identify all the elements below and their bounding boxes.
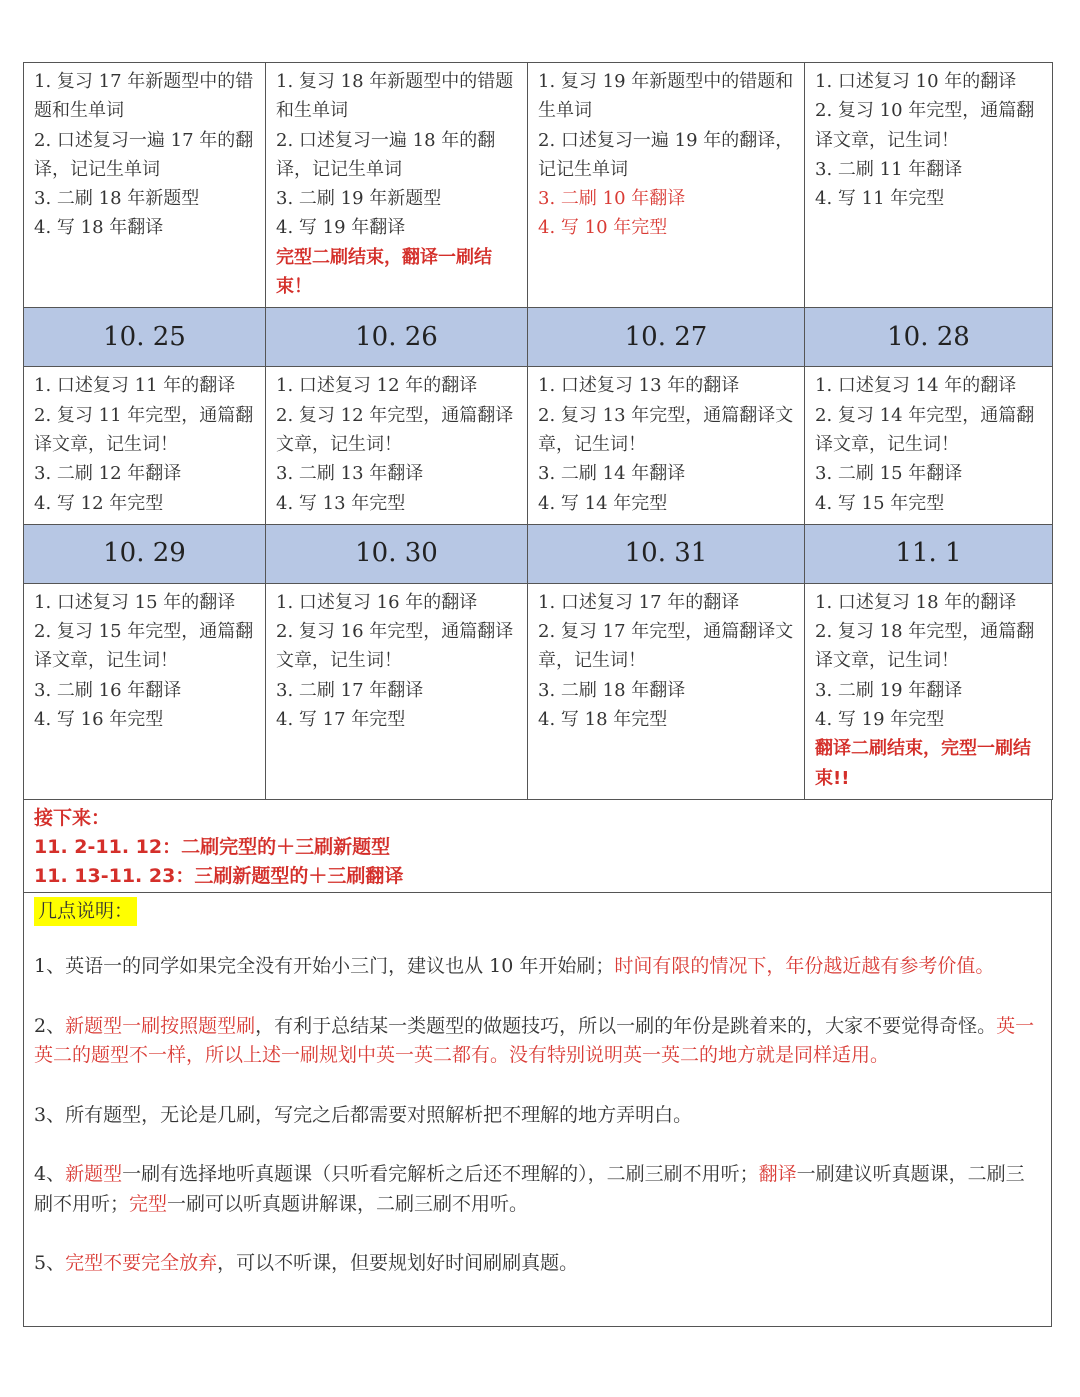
note-highlight: 英一英二的题型不一样，所以上述一刷规划中英一英二都有。没有特别说明英一英二的地方就是同样适用。 xyxy=(34,1014,1035,1067)
task-item: 3. 二刷 19 年翻译 xyxy=(815,679,963,701)
note-text: 一刷建议听真题课，二刷三刷不用听； xyxy=(34,1163,1025,1215)
task-cell xyxy=(528,63,805,308)
notes-list xyxy=(34,952,1041,1279)
note-highlight: 完型不要完全放弃 xyxy=(65,1252,218,1275)
task-item: 1. 口述复习 13 年的翻译 xyxy=(538,375,740,397)
date-header: 10. 25 xyxy=(24,308,266,367)
task-item: 1. 复习 17 年新题型中的错题和生单词 xyxy=(34,71,254,122)
task-item: 3. 二刷 17 年翻译 xyxy=(276,679,424,701)
task-cell xyxy=(24,367,266,524)
task-row xyxy=(24,367,1053,524)
task-cell xyxy=(266,63,528,308)
task-item: 2. 复习 12 年完型，通篇翻译文章，记生词！ xyxy=(276,404,514,455)
task-cell xyxy=(24,63,266,308)
note-text: 一刷可以听真题讲解课，二刷三刷不用听。 xyxy=(167,1192,529,1215)
task-item: 4. 写 18 年翻译 xyxy=(34,217,164,239)
task-item: 4. 写 16 年完型 xyxy=(34,709,164,731)
task-row xyxy=(24,63,1053,308)
note-highlight: 时间有限的情况下，年份越近越有参考价值。 xyxy=(614,955,995,978)
next-steps-section xyxy=(23,800,1052,893)
task-item: 2. 复习 15 年完型，通篇翻译文章，记生词！ xyxy=(34,621,254,672)
task-item: 4. 写 19 年完型 xyxy=(815,709,945,731)
task-cell xyxy=(805,583,1053,799)
note-highlight: 完型 xyxy=(129,1192,168,1215)
note-text: 4、 xyxy=(34,1163,66,1186)
study-plan-sheet xyxy=(23,62,1052,1327)
note-paragraph xyxy=(34,1249,1041,1279)
task-item: 2. 复习 10 年完型，通篇翻译文章，记生词！ xyxy=(815,100,1035,151)
task-item: 2. 复习 16 年完型，通篇翻译文章，记生词！ xyxy=(276,621,514,672)
date-header: 10. 28 xyxy=(805,308,1053,367)
task-item: 2. 口述复习一遍 19 年的翻译，记记生单词 xyxy=(538,129,794,180)
task-item: 1. 复习 19 年新题型中的错题和生单词 xyxy=(538,71,794,122)
task-item: 1. 口述复习 15 年的翻译 xyxy=(34,591,236,613)
next-steps-item: 11. 2-11. 12：二刷完型的＋三刷新题型 xyxy=(34,835,391,858)
date-header: 10. 29 xyxy=(24,524,266,583)
milestone-note: 完型二刷结束，翻译一刷结束！ xyxy=(276,246,492,298)
note-text: 3、所有题型，无论是几刷，写完之后都需要对照解析把不理解的地方弄明白。 xyxy=(34,1103,693,1126)
task-item: 1. 口述复习 18 年的翻译 xyxy=(815,591,1017,613)
schedule-table xyxy=(23,62,1053,800)
note-highlight: 新题型 xyxy=(65,1163,123,1186)
task-item: 3. 二刷 12 年翻译 xyxy=(34,463,182,485)
task-item: 1. 口述复习 17 年的翻译 xyxy=(538,591,740,613)
note-text: 2、 xyxy=(34,1014,66,1037)
date-row xyxy=(24,524,1053,583)
task-item: 4. 写 15 年完型 xyxy=(815,492,945,514)
task-item: 3. 二刷 16 年翻译 xyxy=(34,679,182,701)
note-paragraph xyxy=(34,952,1041,982)
next-steps-heading: 接下来： xyxy=(34,806,111,829)
task-item: 3. 二刷 13 年翻译 xyxy=(276,463,424,485)
task-cell xyxy=(528,367,805,524)
task-item: 4. 写 11 年完型 xyxy=(815,188,945,210)
task-item: 1. 口述复习 11 年的翻译 xyxy=(34,375,236,397)
task-item: 1. 口述复习 14 年的翻译 xyxy=(815,375,1017,397)
task-item: 4. 写 13 年完型 xyxy=(276,492,406,514)
task-item: 2. 复习 11 年完型，通篇翻译文章，记生词！ xyxy=(34,404,254,455)
task-item: 4. 写 14 年完型 xyxy=(538,492,668,514)
task-item: 2. 口述复习一遍 17 年的翻译，记记生单词 xyxy=(34,129,254,180)
note-text: ，可以不听课，但要规划好时间刷刷真题。 xyxy=(217,1252,579,1275)
milestone-note: 翻译二刷结束，完型一刷结束!! xyxy=(815,738,1031,789)
task-item: 3. 二刷 15 年翻译 xyxy=(815,463,963,485)
task-row xyxy=(24,583,1053,799)
note-text: 一刷有选择地听真题课（只听看完解析之后还不理解的），二刷三刷不用听； xyxy=(122,1163,759,1186)
task-item: 4. 写 10 年完型 xyxy=(538,217,668,239)
task-item: 2. 口述复习一遍 18 年的翻译，记记生单词 xyxy=(276,129,496,180)
note-text: 5、 xyxy=(34,1252,66,1275)
note-paragraph xyxy=(34,1160,1041,1219)
task-item: 1. 口述复习 12 年的翻译 xyxy=(276,375,478,397)
task-cell xyxy=(266,583,528,799)
next-steps-item: 11. 13-11. 23：三刷新题型的＋三刷翻译 xyxy=(34,864,404,887)
note-text: ，有利于总结某一类题型的做题技巧，所以一刷的年份是跳着来的，大家不要觉得奇怪。 xyxy=(255,1014,997,1037)
task-cell xyxy=(805,367,1053,524)
task-item: 2. 复习 17 年完型，通篇翻译文章，记生词！ xyxy=(538,621,794,672)
task-item: 1. 口述复习 16 年的翻译 xyxy=(276,591,478,613)
date-header: 10. 31 xyxy=(528,524,805,583)
task-item: 3. 二刷 18 年新题型 xyxy=(34,188,200,210)
task-item: 3. 二刷 10 年翻译 xyxy=(538,188,686,210)
task-item: 4. 写 12 年完型 xyxy=(34,492,164,514)
notes-section xyxy=(23,893,1052,1327)
task-item: 1. 口述复习 10 年的翻译 xyxy=(815,71,1017,92)
note-paragraph xyxy=(34,1101,1041,1131)
task-item: 4. 写 18 年完型 xyxy=(538,709,668,731)
task-item: 2. 复习 13 年完型，通篇翻译文章，记生词！ xyxy=(538,404,794,455)
note-highlight: 新题型一刷按照题型刷 xyxy=(65,1014,256,1037)
task-item: 3. 二刷 18 年翻译 xyxy=(538,679,686,701)
task-cell xyxy=(528,583,805,799)
notes-title: 几点说明： xyxy=(34,897,137,927)
task-cell xyxy=(805,63,1053,308)
date-header: 10. 27 xyxy=(528,308,805,367)
task-item: 1. 复习 18 年新题型中的错题和生单词 xyxy=(276,71,514,122)
task-item: 3. 二刷 19 年新题型 xyxy=(276,188,442,210)
date-header: 10. 30 xyxy=(266,524,528,583)
task-item: 4. 写 17 年完型 xyxy=(276,709,406,731)
date-row xyxy=(24,308,1053,367)
note-paragraph xyxy=(34,1012,1041,1071)
task-item: 3. 二刷 14 年翻译 xyxy=(538,463,686,485)
task-item: 3. 二刷 11 年翻译 xyxy=(815,158,963,180)
date-header: 10. 26 xyxy=(266,308,528,367)
task-cell xyxy=(24,583,266,799)
note-text: 1、英语一的同学如果完全没有开始小三门，建议也从 10 年开始刷； xyxy=(34,955,615,978)
task-item: 2. 复习 18 年完型，通篇翻译文章，记生词！ xyxy=(815,621,1035,672)
task-item: 2. 复习 14 年完型，通篇翻译文章，记生词！ xyxy=(815,404,1035,455)
task-cell xyxy=(266,367,528,524)
note-highlight: 翻译 xyxy=(758,1163,797,1186)
date-header: 11. 1 xyxy=(805,524,1053,583)
task-item: 4. 写 19 年翻译 xyxy=(276,217,406,239)
